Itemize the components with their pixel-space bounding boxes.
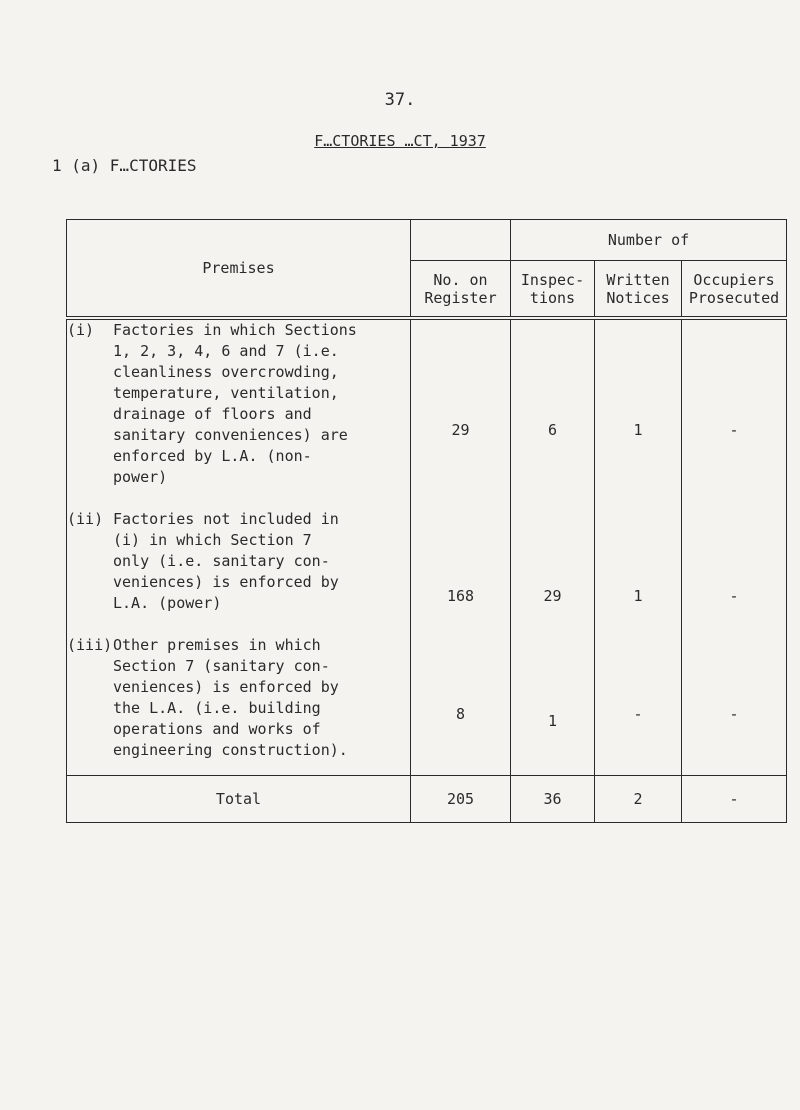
premises-cell bbox=[67, 318, 411, 776]
register-value: 29 bbox=[451, 421, 470, 439]
total-row bbox=[67, 776, 787, 823]
total-register: 205 bbox=[411, 776, 511, 823]
premises-row-3: (iii) Other premises in which Section 7 (sanitary con- veniences) is enforced by the L.A. (i.e. building operations and works of engineering construction). bbox=[67, 636, 348, 759]
premises-header: Premises bbox=[67, 220, 411, 319]
total-inspections: 36 bbox=[511, 776, 595, 823]
register-value: 168 bbox=[446, 587, 475, 605]
inspections-header: Inspec- tions bbox=[511, 261, 595, 319]
inspections-value: 29 bbox=[543, 587, 562, 605]
register-header: No. on Register bbox=[411, 261, 511, 319]
inspections-value: 1 bbox=[547, 712, 558, 730]
total-prosecuted: - bbox=[682, 776, 787, 823]
prosecuted-value: - bbox=[729, 705, 739, 723]
factories-table bbox=[66, 219, 787, 823]
notices-value: - bbox=[633, 705, 643, 723]
premises-row-1: (i) Factories in which Sections 1, 2, 3, 4, 6 and 7 (i.e. cleanliness overcrowding, temperature, ventilation, drainage of floors and sanitary conveniences) are enforced by L.A. (non- power) bbox=[67, 321, 357, 486]
total-notices: 2 bbox=[595, 776, 682, 823]
inspections-column bbox=[511, 318, 595, 776]
section-label: 1 (a) F…CTORIES bbox=[52, 156, 197, 175]
total-label: Total bbox=[67, 776, 411, 823]
number-of-header: Number of bbox=[511, 220, 787, 261]
prosecuted-header: Occupiers Prosecuted bbox=[682, 261, 787, 319]
act-title: F…CTORIES …CT, 1937 bbox=[314, 132, 486, 150]
prosecuted-value: - bbox=[729, 421, 739, 439]
prosecuted-column bbox=[682, 318, 787, 776]
prosecuted-value: - bbox=[729, 587, 739, 605]
premises-row-2: (ii) Factories not included in (i) in which Section 7 only (i.e. sanitary con- veniences) is enforced by L.A. (power) bbox=[67, 510, 339, 612]
register-column bbox=[411, 318, 511, 776]
register-value: 8 bbox=[455, 705, 466, 723]
notices-header: Written Notices bbox=[595, 261, 682, 319]
notices-column bbox=[595, 318, 682, 776]
notices-value: 1 bbox=[633, 421, 643, 439]
inspections-value: 6 bbox=[547, 421, 558, 439]
page-number: 37. bbox=[384, 90, 416, 110]
notices-value: 1 bbox=[633, 587, 643, 605]
